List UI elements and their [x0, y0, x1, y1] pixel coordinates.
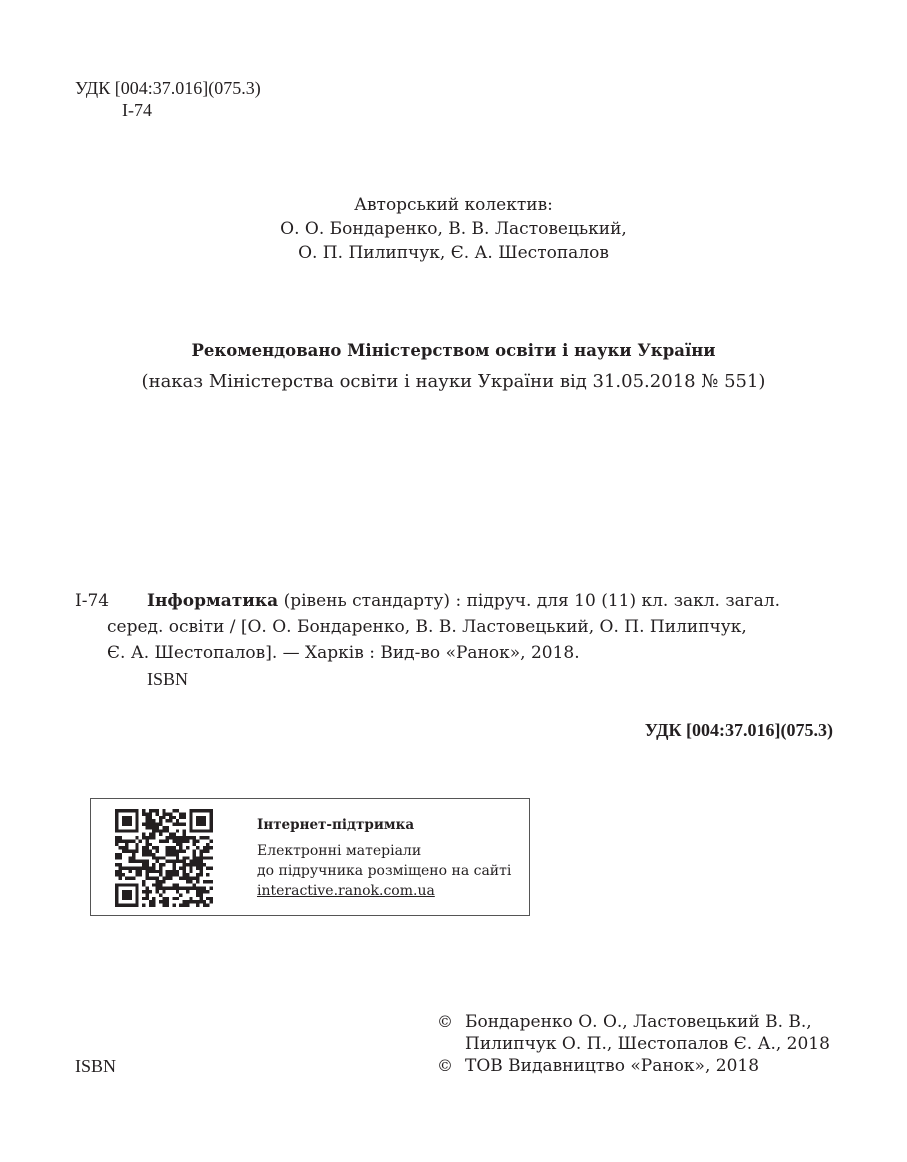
copyright-icon: © — [437, 1012, 453, 1031]
bib-line: серед. освіти / [О. О. Бондаренко, В. В. Ластовецький, О. П. Пилипчук, — [107, 617, 747, 637]
bib-index: І-74 — [75, 591, 110, 611]
ministry-recommendation: Рекомендовано Міністерством освіти і науки України — [191, 341, 716, 360]
copyright-authors: Бондаренко О. О., Ластовецький В. В., — [465, 1012, 812, 1032]
isbn-label: ISBN — [75, 1056, 117, 1076]
ministry-order: (наказ Міністерства освіти і науки України від 31.05.2018 № 551) — [141, 371, 766, 392]
support-website-link[interactable]: interactive.ranok.com.ua — [257, 883, 435, 899]
bib-line: Є. А. Шестопалов]. — Харків : Вид-во «Ранок», 2018. — [107, 643, 580, 663]
udk-code: УДК [004:37.016](075.3) — [75, 78, 261, 98]
authors-line: О. О. Бондаренко, В. В. Ластовецький, — [280, 219, 627, 239]
bib-line-text: (рівень стандарту) : підруч. для 10 (11) кл. закл. загал. — [278, 591, 781, 611]
support-text: Електронні матеріали — [257, 843, 422, 859]
internet-support-box — [90, 798, 530, 916]
book-title: Інформатика — [147, 591, 279, 611]
support-text: до підручника розміщено на сайті — [257, 863, 512, 879]
author-index: І-74 — [122, 100, 152, 120]
qr-code-icon[interactable] — [115, 809, 213, 907]
copyright-publisher: ТОВ Видавництво «Ранок», 2018 — [465, 1056, 760, 1076]
bib-isbn: ISBN — [147, 669, 189, 689]
authors-line: О. П. Пилипчук, Є. А. Шестопалов — [298, 243, 609, 263]
support-title: Інтернет-підтримка — [257, 817, 415, 833]
udk-code-bottom: УДК [004:37.016](075.3) — [644, 720, 833, 740]
authors-heading: Авторський колектив: — [354, 195, 553, 215]
bib-line — [147, 588, 780, 614]
copyright-authors: Пилипчук О. П., Шестопалов Є. А., 2018 — [465, 1034, 830, 1054]
copyright-icon: © — [437, 1056, 453, 1075]
